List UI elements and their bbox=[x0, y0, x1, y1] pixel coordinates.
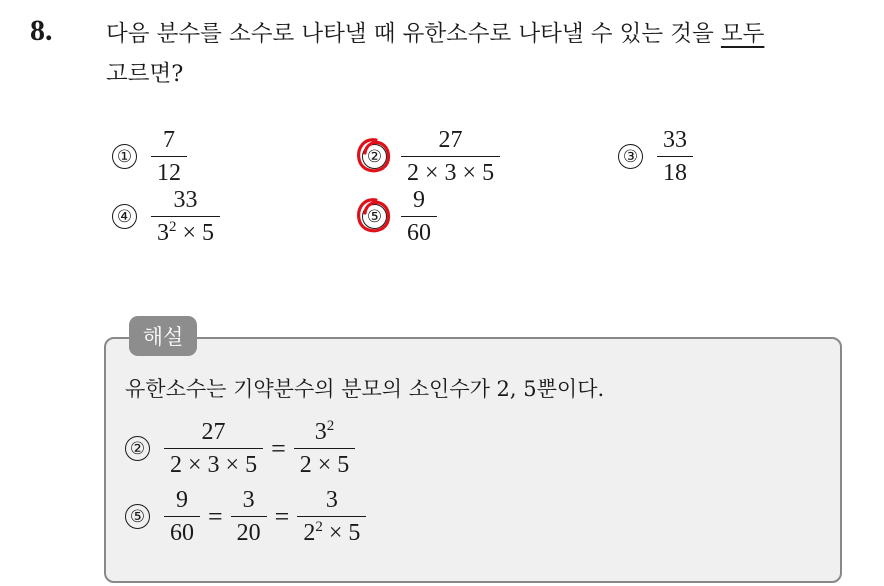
choice-4-fraction bbox=[151, 188, 220, 245]
choice-1-fraction bbox=[151, 128, 187, 185]
selection-circle-mark bbox=[354, 136, 394, 176]
choice-2[interactable] bbox=[362, 128, 500, 185]
choice-2-denominator: 2 × 3 × 5 bbox=[401, 156, 500, 185]
choice-3-numerator: 33 bbox=[663, 127, 687, 153]
choice-1-denominator: 12 bbox=[151, 156, 187, 185]
explanation-tag: 해설 bbox=[129, 316, 197, 356]
choice-5-denominator: 60 bbox=[401, 216, 437, 245]
choice-1-number: ① bbox=[112, 144, 137, 169]
choice-3-fraction bbox=[657, 128, 693, 185]
explanation-row-5-fraction-2: $\frac{3}{20}$ bbox=[231, 488, 267, 545]
explanation-row-2-number: ② bbox=[125, 436, 150, 461]
question-text-line1: 다음 분수를 소수로 나타낼 때 유한소수로 나타낼 수 있는 것을 모두 bbox=[106, 21, 765, 47]
equals-sign: = bbox=[274, 501, 290, 531]
choice-5-fraction bbox=[401, 188, 437, 245]
explanation-row-2-fraction-1: $\frac{27}{2 \times 3 \times 5}$ bbox=[164, 420, 263, 477]
equals-sign: = bbox=[271, 433, 286, 463]
explanation-row-5 bbox=[125, 488, 366, 545]
explanation-text: 유한소수는 기약분수의 분모의 소인수가 2, 5뿐이다. bbox=[125, 377, 605, 401]
choice-2-number: ② bbox=[362, 144, 387, 169]
choice-1[interactable] bbox=[112, 128, 187, 185]
explanation-row-2 bbox=[125, 420, 355, 477]
choice-3[interactable] bbox=[618, 128, 693, 185]
equals-sign: = bbox=[208, 501, 223, 531]
question-number: 8. bbox=[30, 14, 53, 47]
choice-4-number: ④ bbox=[112, 204, 137, 229]
underlined-word: 모두 bbox=[720, 21, 765, 47]
selection-circle-mark bbox=[354, 196, 394, 236]
question-text-line2: 고르면? bbox=[106, 61, 184, 87]
choice-3-denominator: 18 bbox=[657, 156, 693, 185]
explanation-row-2-fraction-2: $\frac{3^2}{2 \times 5}$ bbox=[294, 420, 356, 477]
choice-4-denominator: $3^2 \times 5$ bbox=[151, 216, 220, 245]
explanation-row-5-fraction-1: $\frac{9}{60}$ bbox=[164, 488, 200, 545]
explanation-row-5-fraction-3: $\frac{3}{2^2 \times 5}$ bbox=[297, 488, 366, 545]
choice-1-numerator: 7 bbox=[163, 127, 175, 153]
choice-3-number: ③ bbox=[618, 144, 643, 169]
choice-4-numerator: 33 bbox=[173, 187, 198, 213]
choice-5-numerator: 9 bbox=[413, 187, 425, 213]
explanation-row-5-number: ⑤ bbox=[125, 504, 150, 529]
choice-5[interactable] bbox=[362, 188, 437, 245]
choice-5-number: ⑤ bbox=[362, 204, 387, 229]
choice-4[interactable] bbox=[112, 188, 220, 245]
choice-2-numerator: 27 bbox=[438, 127, 463, 153]
choice-2-fraction bbox=[401, 128, 500, 185]
